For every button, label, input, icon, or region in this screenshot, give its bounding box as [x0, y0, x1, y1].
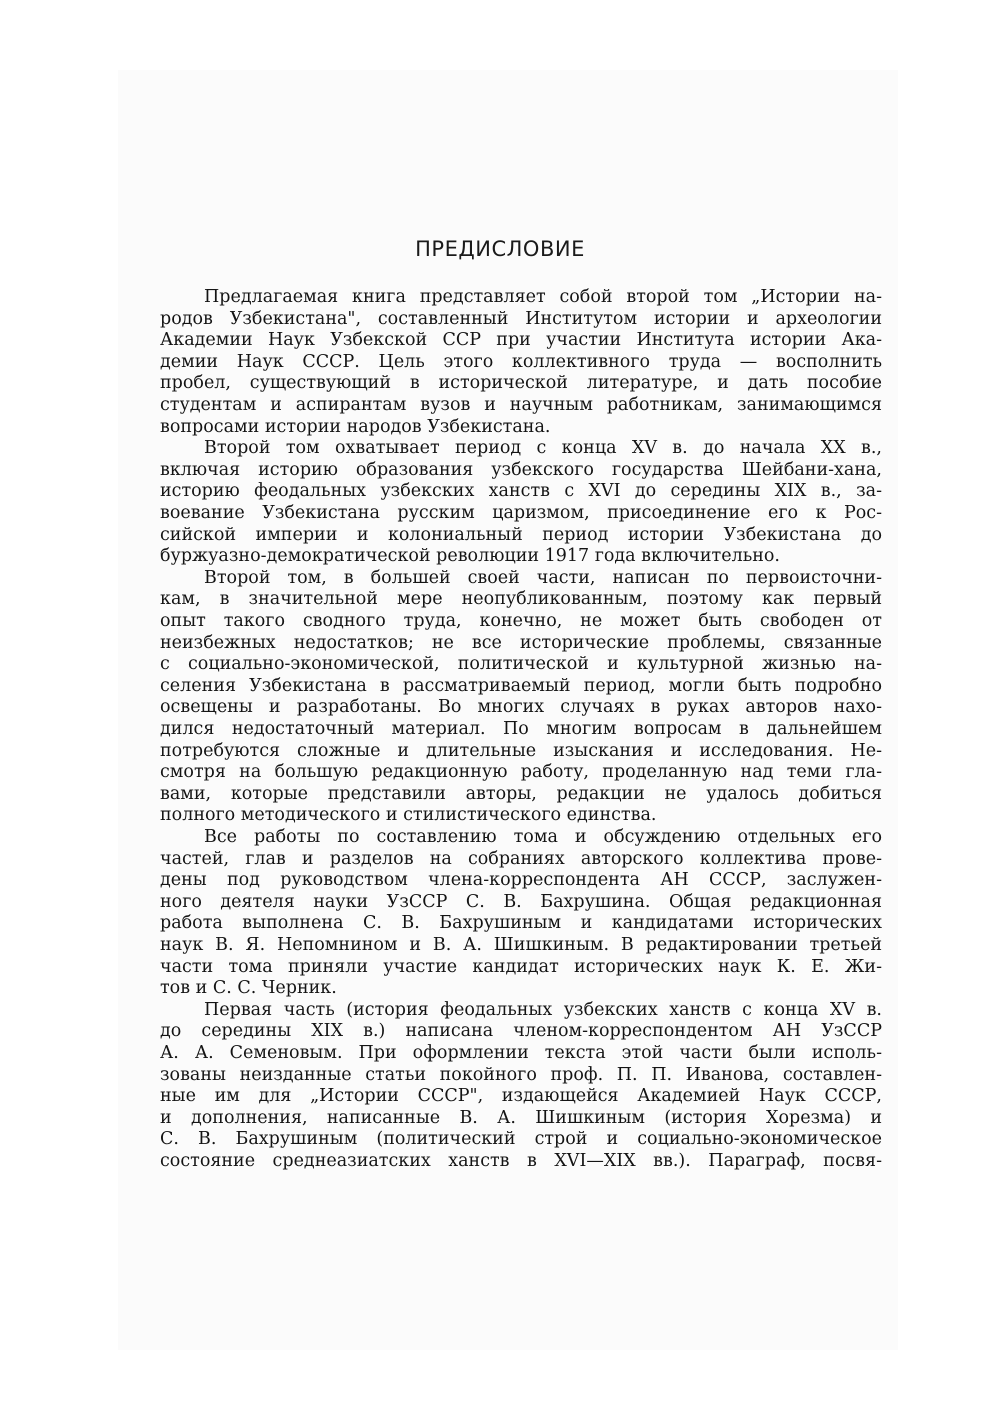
text-line: демии Наук СССР. Цель этого коллективного труда — восполнить: [160, 351, 882, 372]
text-line: Второй том охватывает период с конца XV в. до начала XX в.,: [204, 438, 882, 459]
text-line: А. А. Семеновым. При оформлении текста этой части были исполь-: [160, 1043, 882, 1063]
text-line: воевание Узбекистана русским царизмом, присоединение его к Рос-: [160, 503, 882, 523]
text-line: с социально-экономической, политической и культурной жизнью на-: [160, 654, 882, 675]
text-line: Академии Наук Узбекской ССР при участии Института истории Ака-: [160, 330, 882, 351]
text-line: С. В. Бахрушиным (политический строй и социально-экономическое: [160, 1129, 882, 1150]
text-line: буржуазно-демократической революции 1917 года включительно.: [160, 546, 780, 567]
text-line: зованы неизданные статьи покойного проф. П. П. Иванова, составлен-: [160, 1064, 882, 1085]
text-line: Второй том, в большей своей части, написан по первоисточни-: [204, 567, 882, 588]
text-line: селения Узбекистана в рассматриваемый период, могли быть подробно: [160, 675, 882, 696]
text-line: смотря на большую редакционную работу, проделанную над теми гла-: [160, 762, 882, 783]
text-line: наук В. Я. Непомнином и В. А. Шишкиным. В редактировании третьей: [160, 935, 882, 955]
text-line: части тома приняли участие кандидат исторических наук К. Е. Жи-: [160, 956, 882, 977]
text-line: родов Узбекистана", составленный Институтом истории и археологии: [160, 308, 882, 329]
text-line: до середины XIX в.) написана членом-корреспондентом АН УзССР: [160, 1021, 882, 1042]
text-line: студентам и аспирантам вузов и научным работникам, занимающимся: [160, 395, 882, 415]
text-line: ного деятеля науки УзССР С. В. Бахрушина. Общая редакционная: [160, 891, 882, 912]
text-line: тов и С. С. Черник.: [160, 978, 337, 999]
page-title: ПРЕДИСЛОВИЕ: [415, 237, 585, 261]
text-line: и дополнения, написанные В. А. Шишкиным (история Хорезма) и: [160, 1107, 882, 1128]
text-line: частей, глав и разделов на собраниях авторского коллектива прове-: [160, 848, 882, 869]
text-line: освещены и разработаны. Во многих случаях в руках авторов нахо-: [160, 697, 882, 718]
text-line: вопросами истории народов Узбекистана.: [160, 416, 551, 437]
text-line: дился недостаточный материал. По многим вопросам в дальнейшем: [160, 719, 882, 739]
text-line: опыт такого сводного труда, конечно, не может быть свободен от: [160, 611, 882, 631]
text-line: дены под руководством члена-корреспондента АН СССР, заслужен-: [160, 870, 882, 891]
text-line: потребуются сложные и длительные изыскания и исследования. Не-: [160, 740, 882, 761]
text-line: включая историю образования узбекского государства Шейбани-хана,: [160, 459, 882, 480]
text-line: работа выполнена С. В. Бахрушиным и кандидатами исторических: [160, 913, 882, 934]
text-line: Все работы по составлению тома и обсуждению отдельных его: [204, 827, 882, 847]
text-line: состояние среднеазиатских ханств в XVI—XIX вв.). Параграф, посвя-: [160, 1151, 882, 1171]
text-line: вами, которые представили авторы, редакции не удалось добиться: [160, 783, 882, 804]
text-line: пробел, существующий в исторической литературе, и дать пособие: [160, 373, 882, 394]
text-line: Предлагаемая книга представляет собой второй том „Истории на-: [204, 287, 882, 307]
text-line: кам, в значительной мере неопубликованным, поэтому как первый: [160, 589, 882, 610]
text-line: ные им для „Истории СССР", издающейся Академией Наук СССР,: [160, 1086, 882, 1107]
text-line: сийской империи и колониальный период истории Узбекистана до: [160, 524, 882, 545]
text-line: неизбежных недостатков; не все исторические проблемы, связанные: [160, 632, 882, 653]
text-line: историю феодальных узбекских ханств с XVI до середины XIX в., за-: [160, 481, 882, 502]
text-line: Первая часть (история феодальных узбекских ханств с конца XV в.: [204, 999, 882, 1020]
text-line: полного методического и стилистического единства.: [160, 805, 657, 826]
